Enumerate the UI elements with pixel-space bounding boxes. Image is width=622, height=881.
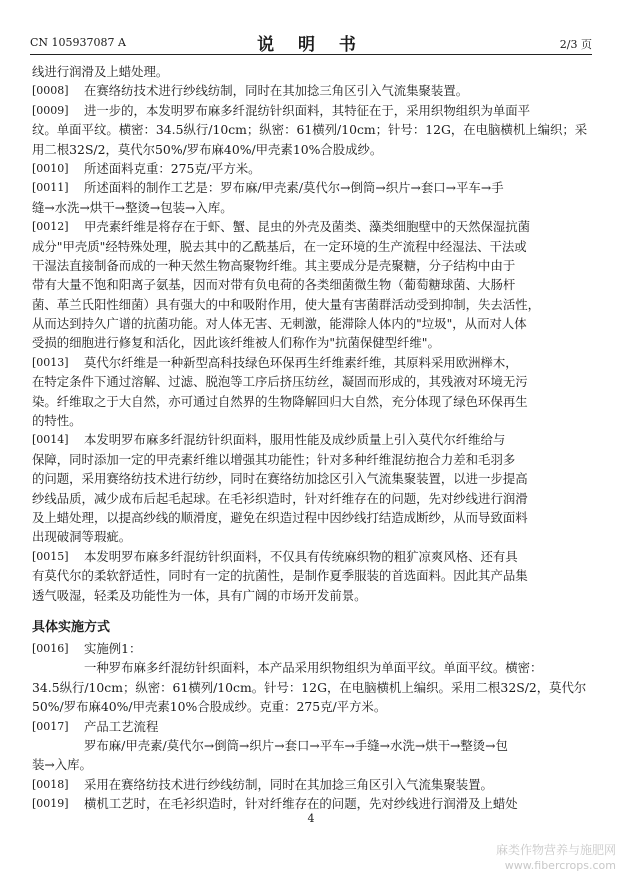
text-line: 带有大量不饱和阳离子氨基，因而对带有负电荷的各类细菌微生物（葡萄糖球菌、大肠杆 xyxy=(32,277,516,293)
paragraph xyxy=(32,775,590,794)
section-title: 具体实施方式 xyxy=(32,619,111,635)
text-line: 菌、革兰氏阳性细菌）具有强大的中和吸附作用，使大量有害菌群活动受到抑制，失去活性， xyxy=(32,296,541,312)
text-line: 采用在赛络纺技术进行纱线纺制，同时在其加捻三角区引入气流集聚装置。 xyxy=(84,776,493,792)
text-line: 保障，同时添加一定的甲壳素纤维以增强其功能性；针对多种纤维混纺抱合力差和毛羽多 xyxy=(32,451,516,467)
paragraph-number: [0013] xyxy=(32,355,69,369)
text-line: 所述面料的制作工艺是：罗布麻/甲壳素/莫代尔→倒筒→织片→套口→平车→手 xyxy=(84,180,504,196)
paragraph-number: [0018] xyxy=(32,777,69,791)
text-line: 干湿法直接制备而成的一种天然生物高聚物纤维。其主要成分是壳聚糖，分子结构中由于 xyxy=(32,257,516,273)
paragraph-number: [0016] xyxy=(32,641,69,655)
text-line: 的问题，采用赛络纺技术进行纺纱，同时在赛络纺加捻区引入气流集聚装置，以进一步提高 xyxy=(32,471,528,487)
text-line: 横机工艺时，在毛衫织造时，针对纤维存在的问题，先对纱线进行润滑及上蜡处 xyxy=(84,796,518,812)
watermark xyxy=(466,843,616,873)
text-line: 染。纤维取之于大自然，亦可通过自然界的生物降解回归大自然，充分体现了绿色环保再生 xyxy=(32,393,528,409)
text-line: 进一步的，本发明罗布麻多纤混纺针织面料，其特征在于，采用织物组织为单面平 xyxy=(84,102,531,118)
paragraph-number: [0010] xyxy=(32,161,69,175)
paragraph xyxy=(32,639,590,658)
paragraph xyxy=(32,794,590,813)
paragraph-number: [0019] xyxy=(32,797,69,811)
paragraph xyxy=(32,217,590,353)
text-line: 纱线品质，减少成布后起毛起球。在毛衫织造时，针对纤维存在的问题，先对纱线进行润滑 xyxy=(32,490,528,506)
text-line: 本发明罗布麻多纤混纺针织面料，服用性能及成纱质量上引入莫代尔纤维给与 xyxy=(84,432,506,448)
text-line: 用二根32S/2，莫代尔50%/罗布麻40%/甲壳素10%合股成纱。 xyxy=(32,141,383,157)
paragraph-number: [0015] xyxy=(32,549,69,563)
watermark-text: 麻类作物营养与施肥网 xyxy=(495,843,616,857)
paragraph xyxy=(32,430,590,546)
text-line: 透气吸湿，轻柔及功能性为一体，具有广阔的市场开发前景。 xyxy=(32,587,367,603)
page-number: 4 xyxy=(307,812,315,825)
paragraph xyxy=(32,159,590,178)
text-line: 甲壳素纤维是将存在于虾、蟹、昆虫的外壳及菌类、藻类细胞壁中的天然保湿抗菌 xyxy=(84,219,531,235)
paragraph xyxy=(32,755,590,774)
paragraph xyxy=(32,353,590,431)
text-line: 成分"甲壳质"经特殊处理，脱去其中的乙酰基后，在一定环境的生产流程中经湿法、干法或 xyxy=(32,238,527,254)
paragraph xyxy=(32,658,590,677)
text-line: 出现破洞等瑕疵。 xyxy=(32,529,132,545)
text-line: 在赛络纺技术进行纱线纺制，同时在其加捻三角区引入气流集聚装置。 xyxy=(84,83,469,99)
paragraph xyxy=(32,178,590,217)
paragraph xyxy=(32,81,590,100)
section-gap xyxy=(32,605,590,611)
patent-number: CN 105937087 A xyxy=(30,36,126,49)
text-line: 在特定条件下通过溶解、过滤、脱泡等工序后挤压纺丝，凝固而形成的，其残液对环境无污 xyxy=(32,374,528,390)
text-line: 纹。单面平纹。横密：34.5纵行/10cm；纵密：61横列/10cm；针号：12G，在电脑横机上编织；采 xyxy=(32,122,588,138)
paragraph-number: [0014] xyxy=(32,433,69,447)
text-line: 产品工艺流程 xyxy=(84,718,159,734)
page-indicator: 2/3 页 xyxy=(559,38,592,51)
paragraph-number: [0009] xyxy=(32,103,69,117)
paragraph-number: [0011] xyxy=(32,181,69,195)
paragraph xyxy=(32,736,590,755)
paragraph-number: [0017] xyxy=(32,719,69,733)
text-line: 罗布麻/甲壳素/莫代尔→倒筒→织片→套口→平车→手缝→水洗→烘干→整烫→包 xyxy=(84,737,508,753)
text-line: 一种罗布麻多纤混纺针织面料，本产品采用织物组织为单面平纹。单面平纹。横密： xyxy=(84,660,543,676)
text-line: 受损的细胞进行修复和活化，因此该纤维被人们称作为"抗菌保健型纤维"。 xyxy=(32,335,440,351)
text-line: 线进行润滑及上蜡处理。 xyxy=(32,64,169,79)
text-line: 所述面料克重：275克/平方米。 xyxy=(84,160,261,176)
text-line: 34.5纵行/10cm；纵密：61横列/10cm。针号：12G，在电脑横机上编织。采用二根32S/2，莫代尔 xyxy=(32,679,587,695)
page-header xyxy=(30,30,592,55)
paragraph xyxy=(32,678,590,717)
text-line: 莫代尔纤维是一种新型高科技绿色环保再生纤维素纤维，其原料采用欧洲榉木， xyxy=(84,354,518,370)
paragraph xyxy=(32,101,590,159)
watermark-url: www.fibercrops.com xyxy=(504,859,616,872)
text-line: 本发明罗布麻多纤混纺针织面料，不仅具有传统麻织物的粗犷凉爽风格、还有具 xyxy=(84,548,518,564)
text-line: 50%/罗布麻40%/甲壳素10%合股成纱。克重：275克/平方米。 xyxy=(32,699,387,715)
text-line: 及上蜡处理，以提高纱线的顺滑度，避免在织造过程中因纱线打结造成断纱，从而导致面料 xyxy=(32,509,528,525)
text-line: 有莫代尔的柔软舒适性，同时有一定的抗菌性，是制作夏季服装的首选面料。因此其产品集 xyxy=(32,568,528,584)
paragraph xyxy=(32,547,590,605)
text-line: 装→入库。 xyxy=(32,757,92,773)
text-line: 实施例1： xyxy=(84,640,142,656)
text-line: 缝→水洗→烘干→整烫→包装→入库。 xyxy=(32,199,233,215)
paragraph xyxy=(32,717,590,736)
text-line: 的特性。 xyxy=(32,413,82,429)
paragraph xyxy=(32,62,590,81)
text-line: 从而达到持久广谱的抗菌功能。对人体无害、无刺激，能滞除人体内的"垃圾"，从而对人体 xyxy=(32,316,527,332)
document-title: 说 明 书 xyxy=(257,35,365,55)
paragraph-number: [0012] xyxy=(32,220,69,234)
paragraph-number: [0008] xyxy=(32,84,69,98)
document-body xyxy=(32,62,590,813)
